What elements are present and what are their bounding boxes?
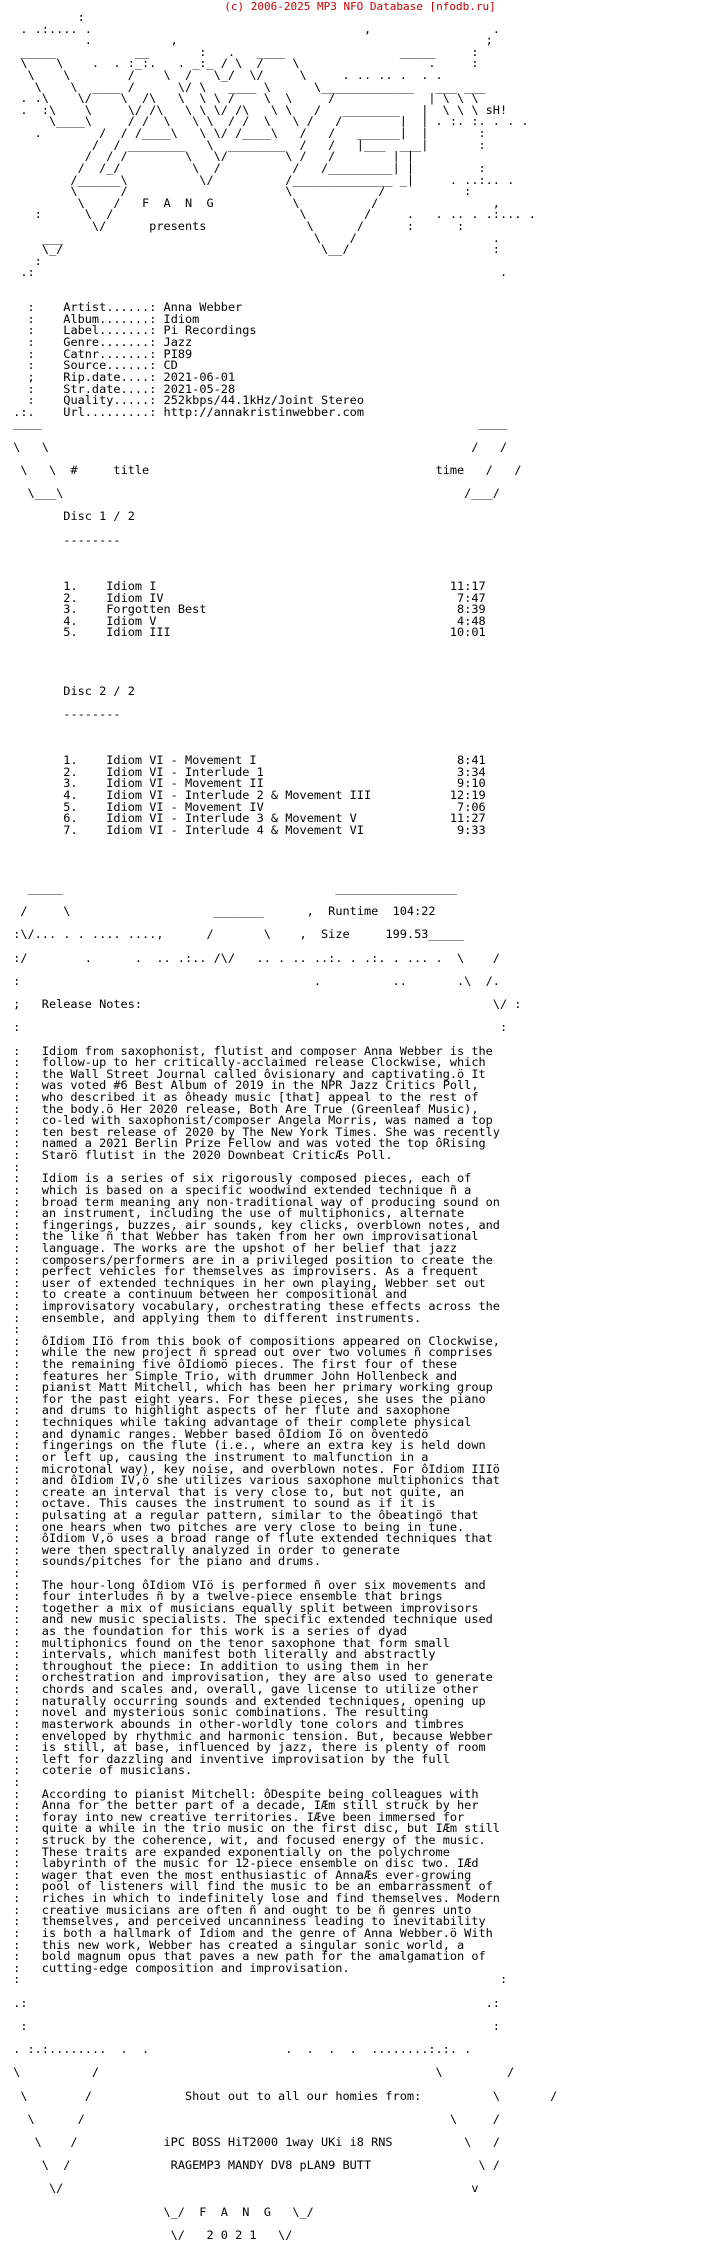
track-number: 4. [63,788,78,803]
release-field-dots: .... [120,369,150,384]
ascii-art-text: . .\ \/ \ /\ \ \ \ / \ \ / | \ \ \ [6,91,479,106]
notes-text: fingerings, buzzes, air sounds, key clicks, overblown notes, and [41,1217,500,1232]
notes-line: : to create a continuum between her compositional and [6,1287,407,1302]
notes-text: named a 2021 Berlin Prize Fellow and was voted the top ôRising [41,1136,486,1151]
notes-text: and ôIdiom IV,ö she utilizes various saxophone multiphonics that [41,1473,500,1488]
notes-text: user of extended techniques in her own playing, Webber set out [41,1275,486,1290]
notes-text: naturally occurring sounds and extended techniques, opening up [41,1693,486,1708]
signature-year: 2 0 2 1 [206,2227,257,2242]
ascii-art-text: \ / F A N G \ / , [6,195,500,210]
track-time: 9:33 [457,822,486,837]
notes-line: : perfect vehicles for themselves as improvisers. As a frequent [6,1264,479,1279]
release-notes-body: : Idiom from saxophonist, flutist and composer Anna Webber is the : follow-up to her critically-acclaimed release Clockwise, which : the Wall Street Journal called ôvisionary and captivating.ö It : was voted #6 Best Album of 2019 in the NPR Jazz Critics Poll, : who described it as ôheady music [that] appeal to the rest of : the body.ö Her 2020 release, Both Are True (Greenleaf Music), : co-led with saxophonist/composer Angela Morris, was named a top : ten best release of 2020 by The New York Times. She was recently : named a 2021 Berlin Prize Fellow and was voted the top ôRising : Starö flutist in the 2020 Downbeat CriticÆs Poll. : : Idiom is a series of six rigorously composed pieces, each of : which is based on a specific woodwind extended technique ñ a : broad term meaning any non-traditional way of producing sound on : an instrument, including the use of multiphonics, alternate : fingerings, buzzes, air sounds, key clicks, overblown notes, and : the like ñ that Webber has taken from her own improvisational : language. The works are the upshot of her belief that jazz : composers/performers are in a privileged position to create the : perfect vehicles for themselves as improvisers. As a frequent : user of extended techniques in her own playing, Webber set out : to create a continuum between her compositional and : improvisatory vocabulary, orchestrating these effects across the : ensemble, and applying them to different instruments. : : ôIdiom IIö from this book of compositions appeared on Clockwise, : while the new project ñ spread out over two volumes ñ comprises : the remaining five ôIdiomö pieces. The first four of these : features her Simple Trio, with drummer John Hollenbeck and : pianist Matt Mitchell, which has been her primary working group : for the past eight years. For these pieces, she uses the piano : and drums to highlight aspects of her flute and saxophone : techniques while taking advantage of their complete physical : and dynamic ranges. Webber based ôIdiom Iö on ôventedö : fingerings on the flute (i.e., where an extra key is held down : or left up, causing the instrument to malfunction in a : microtonal way), key noise, and overblown notes. For ôIdiom IIIö : and ôIdiom IV,ö she utilizes various saxophone multiphonics that : create an interval that is very close to, but not quite, an : octave. This causes the instrument to sound as if it is : pulsating at a regular pattern, similar to the ôbeatingö that : one hears when two pitches are very close to being in tune. : ôIdiom V,ö uses a broad range of flute extended techniques that : were then spectrally analyzed in order to generate : sounds/pitches for the piano and drums. : : The hour-long ôIdiom VIö is performed ñ over six movements and : four interludes ñ by a twelve-piece ensemble that brings : together a mix of musicians equally split between improvisors : and new music specialists. The specific extended technique used : as the foundation for this work is a series of dyad : multiphonics found on the tenor saxophone that form small : intervals, which manifest both literally and abstractly : throughout the piece: In addition to using them in her : orchestration and improvisation, they are also used to generate : chords and scales and, overall, gave license to utilize other : naturally occurring sounds and extended techniques, opening up : novel and mysterious sonic combinations. The resulting : masterwork abounds in other-worldly tone colors and timbres : enveloped by rhythmic and harmonic tension. But, because Webber : is still, at base, influenced by jazz, there is plenty of room : left for dazzling and inventive improvisation by the full : coterie of musicians. : : According to pianist Mitchell: ôDespite being colleagues with : Anna for the better part of a decade, IÆm still struck by her : foray into new creative territories. IÆve been immersed for : quite a while in the trio music on the first disc, but IÆm still : struck by the coherence, wit, and focused energy of the music. : These traits are expanded exponentially on the polychrome : labyrinth of the music for 12-piece ensemble on disc two. IÆd : wager that even the most enthusiastic of AnnaÆs ever-growing : pool of listeners will find the music to be an embarrassment of : riches in which to indefinitely lose and find themselves. Modern : creative musicians are often ñ and ought to be ñ genres unto : themselves, and perceived uncanniness leading to inevitability : is both a hallmark of Idiom and the genre of Anna Webber.ö With : this new work, Webber has created a singular sonic world, a : bold magnum opus that paves a new path for the amalgamation of : cutting-edge composition and improvisation. [6,1046,557,1975]
track-number: 4. [63,613,78,628]
notes-text: coterie of musicians. [41,1763,193,1778]
ascii-art-text: ___ \ / . [6,230,500,245]
notes-line: : as the foundation for this work is a series of dyad [6,1624,407,1639]
notes-text: throughout the piece: In addition to using them in her [41,1658,429,1673]
notes-text: sounds/pitches for the piano and drums. [41,1554,321,1569]
disc-1-underline: -------- [63,532,121,547]
notes-text: one hears when two pitches are very close to being in tune. [41,1519,465,1534]
notes-line: : The hour-long ôIdiom VIö is performed ñ over six movements and [6,1577,486,1592]
notes-text: enveloped by rhythmic and harmonic tension. But, because Webber [41,1728,493,1743]
track-number: 5. [63,625,78,640]
notes-text: fingerings on the flute (i.e., where an extra key is held down [41,1438,486,1453]
track-number: 7. [63,822,78,837]
disc-1-tracklist [6,578,557,640]
ascii-art-text: \ \ ____ / \/ \ ____ \ \_____________ ___ ___ [6,79,486,94]
release-field-value: 2021-06-01 [163,369,236,384]
track-title: Forgotten Best [106,602,207,617]
disc-2-heading: Disc 2 / 2 [63,683,135,698]
notes-line: : one hears when two pitches are very close to being in tune. [6,1519,465,1534]
notes-line: : multiphonics found on the tenor saxophone that form small [6,1635,450,1650]
release-field-label: Genre [63,335,100,350]
release-field-row: : Catnr.......: PI89 [6,346,193,361]
notes-line: : techniques while taking advantage of their complete physical [6,1415,472,1430]
groups-line-1: iPC BOSS HiT2000 1way UKi i8 RNS [163,2134,393,2149]
track-number: 1. [63,753,78,768]
release-field-row: : Label.......: Pi Recordings [6,323,257,338]
notes-text: multiphonics found on the tenor saxophone that form small [41,1635,450,1650]
notes-text: quite a while in the trio music on the first disc, but IÆm still [41,1821,500,1836]
notes-line: : masterwork abounds in other-worldly tone colors and timbres [6,1716,465,1731]
notes-text: the body.ö Her 2020 release, Both Are True (Greenleaf Music), [41,1101,479,1116]
notes-line: : the body.ö Her 2020 release, Both Are True (Greenleaf Music), [6,1101,479,1116]
notes-text: or left up, causing the instrument to malfunction in a [41,1449,429,1464]
notes-line: : fingerings on the flute (i.e., where an extra key is held down [6,1438,486,1453]
release-field-dots: ....... [99,311,150,326]
shout-out-line: Shout out to all our homies from: [184,2088,422,2103]
release-field-value: Idiom [163,311,200,326]
release-field-row: : Genre.......: Jazz [6,335,193,350]
notes-text: create an interval that is very close to, but not quite, an [41,1484,465,1499]
notes-text: this new work, Webber has created a singular sonic world, a [41,1937,465,1952]
notes-line: : fingerings, buzzes, air sounds, key clicks, overblown notes, and [6,1217,500,1232]
notes-line: : four interludes ñ by a twelve-piece ensemble that brings [6,1589,443,1604]
release-field-label: Label [63,323,100,338]
track-time: 8:39 [457,602,486,617]
notes-line: : Starö flutist in the 2020 Downbeat CriticÆs Poll. [6,1148,393,1163]
notes-text: an instrument, including the use of multiphonics, alternate [41,1206,465,1221]
notes-text: Idiom is a series of six rigorously composed pieces, each of [41,1171,472,1186]
track-number: 2. [63,764,78,779]
notes-line: : ôIdiom IIö from this book of compositions appeared on Clockwise, [6,1333,500,1348]
release-field-label: Quality [63,393,114,408]
ascii-art-text: . , ; [6,33,493,48]
release-field-row: ; Rip.date....: 2021-06-01 [6,369,236,384]
track-number: 2. [63,590,78,605]
notes-line: : bold magnum opus that paves a new path for the amalgamation of [6,1949,486,1964]
track-time: 12:19 [449,788,486,803]
notes-line: : or left up, causing the instrument to malfunction in a [6,1449,429,1464]
notes-text: chords and scales and, overall, gave license to utilize other [41,1682,479,1697]
notes-text: while the new project ñ spread out over two volumes ñ comprises [41,1345,493,1360]
release-field-value: http://annakristinwebber.com [163,404,364,419]
notes-text: riches in which to indefinitely lose and find themselves. Modern [41,1891,500,1906]
title-label: title [113,462,150,477]
notes-line: : who described it as ôheady music [that] appeal to the rest of [6,1090,479,1105]
notes-text: to create a continuum between her compositional and [41,1287,407,1302]
release-field-row: : Artist......: Anna Webber [6,300,243,315]
release-field-label: Album [63,311,100,326]
release-field-value: Jazz [163,335,193,350]
size-label: Size [321,927,350,942]
notes-line: : together a mix of musicians equally split between improvisors [6,1600,479,1615]
release-field-row: : Album.......: Idiom [6,311,200,326]
notes-line: : an instrument, including the use of multiphonics, alternate [6,1206,465,1221]
notes-text: broad term meaning any non-traditional way of producing sound on [41,1194,500,1209]
track-number: 1. [63,578,78,593]
notes-text: ôIdiom IIö from this book of compositions appeared on Clockwise, [41,1333,500,1348]
ascii-art-text: : \ / \ / . . .. . .:... . [6,207,536,222]
release-field-label: Url [63,404,85,419]
track-title: Idiom VI - Interlude 2 & Movement III [106,788,372,803]
track-title: Idiom IV [106,590,164,605]
notes-line: : coterie of musicians. [6,1763,193,1778]
notes-text: left for dazzling and inventive improvisation by the full [41,1751,450,1766]
notes-text: ôIdiom V,ö uses a broad range of flute extended techniques that [41,1531,493,1546]
notes-text: perfect vehicles for themselves as improvisers. As a frequent [41,1264,479,1279]
groups-line-2: RAGEMP3 MANDY DV8 pLAN9 BUTT [170,2158,372,2173]
notes-line: : Idiom is a series of six rigorously composed pieces, each of [6,1171,472,1186]
notes-line: : this new work, Webber has created a singular sonic world, a [6,1937,465,1952]
notes-line: : microtonal way), key noise, and overblown notes. For ôIdiom IIIö [6,1461,500,1476]
notes-text: as the foundation for this work is a series of dyad [41,1624,407,1639]
notes-text: masterwork abounds in other-worldly tone colors and timbres [41,1716,465,1731]
ascii-art-text: . / / /____\ \ \/ /____\ / / ______| | : [6,126,486,141]
notes-line: : language. The works are the upshot of her belief that jazz [6,1240,458,1255]
track-number: 3. [63,776,78,791]
notes-line: : the like ñ that Webber has taken from her own improvisational [6,1229,479,1244]
notes-line: : the remaining five ôIdiomö pieces. The first four of these [6,1357,458,1372]
notes-line: : According to pianist Mitchell: ôDespite being colleagues with [6,1786,479,1801]
notes-line: : improvisatory vocabulary, orchestrating these effects across the [6,1298,500,1313]
notes-line: : pool of listeners will find the music to be an embarrassment of [6,1879,493,1894]
disc-2-underline: -------- [63,706,121,721]
track-time: 9:10 [457,776,486,791]
notes-text: octave. This causes the instrument to sound as if it is [41,1496,436,1511]
notes-text: creative musicians are often ñ and ought to be ñ genres unto [41,1902,472,1917]
notes-text: microtonal way), key noise, and overblown notes. For ôIdiom IIIö [41,1461,500,1476]
track-title: Idiom VI - Movement II [106,776,264,791]
release-notes-heading: Release Notes: [41,997,143,1012]
track-title: Idiom VI - Interlude 1 [106,764,264,779]
track-number: 6. [63,811,78,826]
notes-line: : sounds/pitches for the piano and drums. [6,1554,321,1569]
notes-line: : and dynamic ranges. Webber based ôIdiom Iö on ôventedö [6,1426,429,1441]
ascii-art-text: \_/ \__/ : [6,242,500,257]
notes-line: : wager that even the most enthusiastic of AnnaÆs ever-growing [6,1867,472,1882]
track-title: Idiom V [106,613,157,628]
notes-text: Starö flutist in the 2020 Downbeat CriticÆs Poll. [41,1148,393,1163]
track-row [6,822,557,837]
track-time: 11:27 [449,811,486,826]
runtime-label: Runtime [328,904,379,919]
track-time: 3:34 [457,764,486,779]
ascii-art-text: \ \ . . :_:. . _:_ / \ / \ . : [6,56,479,71]
notes-line: : riches in which to indefinitely lose and find themselves. Modern [6,1891,500,1906]
notes-line: : ten best release of 2020 by The New York Times. She was recently [6,1124,500,1139]
notes-line: : quite a while in the trio music on the first disc, but IÆm still [6,1821,500,1836]
notes-text: According to pianist Mitchell: ôDespite being colleagues with [41,1786,479,1801]
notes-text: were then spectrally analyzed in order to generate [41,1542,400,1557]
notes-line: : ôIdiom V,ö uses a broad range of flute extended techniques that [6,1531,493,1546]
release-field-value: 2021-05-28 [163,381,236,396]
runtime-value: 104:22 [392,904,436,919]
notes-text: features her Simple Trio, with drummer John Hollenbeck and [41,1368,458,1383]
track-time: 11:17 [449,578,486,593]
notes-text: is still, at base, influenced by jazz, there is plenty of room [41,1740,486,1755]
ascii-art-text: : [6,253,42,268]
tracklist-header: \ \ # title time / / [6,462,522,477]
release-field-dots: ...... [106,358,150,373]
release-field-dots: ..... [113,393,150,408]
track-time: 4:48 [457,613,486,628]
ascii-art-line [6,244,557,256]
notes-text: the like ñ that Webber has taken from her own improvisational [41,1229,479,1244]
notes-text: follow-up to her critically-acclaimed release Clockwise, which [41,1055,486,1070]
notes-text: techniques while taking advantage of their complete physical [41,1415,472,1430]
notes-text: Idiom from saxophonist, flutist and composer Anna Webber is the [41,1043,493,1058]
ascii-art-text: / /_/ \ / / /_________| | : [6,160,486,175]
track-number: 3. [63,602,78,617]
notes-text: who described it as ôheady music [that] appeal to the rest of [41,1090,479,1105]
notes-text: is both a hallmark of Idiom and the genre of Anna Webber.ö With [41,1925,493,1940]
notes-text: The hour-long ôIdiom VIö is performed ñ over six movements and [41,1577,486,1592]
notes-line: : is still, at base, influenced by jazz, there is plenty of room [6,1740,486,1755]
notes-text: pianist Matt Mitchell, which has been her primary working group [41,1380,493,1395]
size-value: 199.53 [385,927,429,942]
notes-text: These traits are expanded exponentially on the polychrome [41,1844,450,1859]
notes-line: : themselves, and perceived uncanniness leading to inevitability [6,1914,486,1929]
notes-line: : composers/performers are in a privileged position to create the [6,1252,493,1267]
notes-line: : octave. This causes the instrument to sound as if it is [6,1496,436,1511]
notes-line: : create an interval that is very close to, but not quite, an [6,1484,465,1499]
notes-line: : features her Simple Trio, with drummer John Hollenbeck and [6,1368,458,1383]
nfo-document: : . .:.... . , . . , ; _____ __ : . ____ _____ : \ \ . . :_:. . _:_ / \ / \ . : \ \ / \ / \_/ \/ \ . .. .. . . . \ \ ____ / \/ \ ____ \ \_____________ ___ ___ . .\ \/ \ /\ \ \ \ / \ \ / | \ \ \ . :\ \ \/ /\ \ \ \/ /\ \ \ / ________ | \ \ \ sH! \____\ / / \ \ \ / / \ \ / / | | . :. :. . . . . / / /____\ \ \/ /____\ / / ______| | : / / ________ \ ________ / / |___ ___| : / / / \ \/ \ / / | | / /_/ \ / / /_________| | : /______\ \/ /______________ _| . ..:.. . \ / \ / : \ / F A N G \ / , : \ / \ / . . .. . .:... . \/ presents \ / : : ___ \ / . \_/ \__/ : : .: . : Artist......: Anna Webber : Album.......: Idiom : Label.......: Pi Recordings : Genre.......: Jazz : Catnr.......: PI89 : Source......: CD ; Rip.date....: 2021-06-01 : Str.date....: 2021-05-28 : Quality.....: 252kbps/44.1kHz/Joint Stereo .:. Url.........: http://annakristinwebber.com ____ ____ \ \ / / \ \ # title time / / \___\ /___/ Disc 1 / 2 -------- 1. Idiom I 11:17 2. Idiom IV 7:47 3. Forgotten Best 8:39 4. Idiom V 4:48 5. Idiom III 10:01 Disc 2 / 2 -------- 1. Idiom VI - Movement I 8:41 2. Idiom VI - Interlude 1 3:34 3. Idiom VI - Movement II 9:10 4. Idiom VI - Interlude 2 & Movement III 12:19 5. Idiom VI - Movement IV 7:06 6. Idiom VI - Interlude 3 & Movement V 11:27 7. Idiom VI - Interlude 4 & Movement VI 9:33 _____ _________________ / \ _______ , Runtime 104:22 :\/... . . .... ...., / \ , Size 199.53_____ :/ . . .. .:.. /\/ .. . .. ..:. . .:. . ... . \ / : . .. .\ /. ; Release Notes: \/ : : : : Idiom from saxophonist, flutist and composer Anna Webber is the : follow-up to her critically-acclaimed release Clockwise, which : the Wall Street Journal called ôvisionary and captivating.ö It : was voted #6 Best Album of 2019 in the NPR Jazz Critics Poll, : who described it as ôheady music [that] appeal to the rest of : the body.ö Her 2020 release, Both Are True (Greenleaf Music), : co-led with saxophonist/composer Angela Morris, was named a top : ten best release of 2020 by The New York Times. She was recently : named a 2021 Berlin Prize Fellow and was voted the top ôRising : Starö flutist in the 2020 Downbeat CriticÆs Poll. : : Idiom is a series of six rigorously composed pieces, each of : which is based on a specific woodwind extended technique ñ a : broad term meaning any non-traditional way of producing sound on : an instrument, including the use of multiphonics, alternate : fingerings, buzzes, air sounds, key clicks, overblown notes, and : the like ñ that Webber has taken from her own improvisational : language. The works are the upshot of her belief that jazz : composers/performers are in a privileged position to create the : perfect vehicles for themselves as improvisers. As a frequent : user of extended techniques in her own playing, Webber set out : to create a continuum between her compositional and : improvisatory vocabulary, orchestrating these effects across the : ensemble, and applying them to different instruments. : : ôIdiom IIö from this book of compositions appeared on Clockwise, : while the new project ñ spread out over two volumes ñ comprises : the remaining five ôIdiomö pieces. The first four of these : features her Simple Trio, with drummer John Hollenbeck and : pianist Matt Mitchell, which has been her primary working group : for the past eight years. For these pieces, she uses the piano : and drums to highlight aspects of her flute and saxophone : techniques while taking advantage of their complete physical : and dynamic ranges. Webber based ôIdiom Iö on ôventedö : fingerings on the flute (i.e., where an extra key is held down : or left up, causing the instrument to malfunction in a : microtonal way), key noise, and overblown notes. For ôIdiom IIIö : and ôIdiom IV,ö she utilizes various saxophone multiphonics that : create an interval that is very close to, but not quite, an : octave. This causes the instrument to sound as if it is : pulsating at a regular pattern, similar to the ôbeatingö that : one hears when two pitches are very close to being in tune. : ôIdiom V,ö uses a broad range of flute extended techniques that : were then spectrally analyzed in order to generate : sounds/pitches for the piano and drums. : : The hour-long ôIdiom VIö is performed ñ over six movements and : four interludes ñ by a twelve-piece ensemble that brings : together a mix of musicians equally split between improvisors : and new music specialists. The specific extended technique used : as the foundation for this work is a series of dyad : multiphonics found on the tenor saxophone that form small : intervals, which manifest both literally and abstractly : throughout the piece: In addition to using them in her : orchestration and improvisation, they are also used to generate : chords and scales and, overall, gave license to utilize other : naturally occurring sounds and extended techniques, opening up : novel and mysterious sonic combinations. The resulting : masterwork abounds in other-worldly tone colors and timbres : enveloped by rhythmic and harmonic tension. But, because Webber : is still, at base, influenced by jazz, there is plenty of room : left for dazzling and inventive improvisation by the full : coterie of musicians. : : According to pianist Mitchell: ôDespite being colleagues with : Anna for the better part of a decade, IÆm still struck by her : foray into new creative territories. IÆve been immersed for : quite a while in the trio music on the first disc, but IÆm still : struck by the coherence, wit, and focused energy of the music. : These traits are expanded exponentially on the polychrome : labyrinth of the music for 12-piece ensemble on disc two. IÆd : wager that even the most enthusiastic of AnnaÆs ever-growing : pool of listeners will find the music to be an embarrassment of : riches in which to indefinitely lose and find themselves. Modern : creative musicians are often ñ and ought to be ñ genres unto : themselves, and perceived uncanniness leading to inevitability : is both a hallmark of Idiom and the genre of Anna Webber.ö With : this new work, Webber has created a singular sonic world, a : bold magnum opus that paves a new path for the amalgamation of : cutting-edge composition and improvisation. : : .: .: : : . :.:........ . . . . . . ........:.:. . \ / \ / \ / Shout out to all our homies from: \ / \ / \ / \ / iPC BOSS HiT2000 1way UKi i8 RNS \ / \ / RAGEMP3 MANDY DV8 pLAN9 BUTT \ / \/ v \_/ F A N G \_/ \/ 2 0 2 1 \/ [6,10,558,2242]
notes-line: : struck by the coherence, wit, and focused energy of the music. [6,1833,486,1848]
notes-text: for the past eight years. For these pieces, she uses the piano [41,1391,486,1406]
release-field-dots: .... [120,381,150,396]
notes-text: four interludes ñ by a twelve-piece ensemble that brings [41,1589,443,1604]
notes-text: orchestration and improvisation, they are also used to generate [41,1670,493,1685]
track-title: Idiom VI - Movement IV [106,799,264,814]
notes-line: : cutting-edge composition and improvisation. [6,1960,350,1975]
notes-line: : throughout the piece: In addition to using them in her [6,1658,429,1673]
notes-line: : which is based on a specific woodwind extended technique ñ a [6,1182,472,1197]
notes-text: and new music specialists. The specific extended technique used [41,1612,493,1627]
ascii-art-text: . .:.... . , . [6,21,500,36]
notes-text: and drums to highlight aspects of her flute and saxophone [41,1403,450,1418]
release-field-label: Source [63,358,107,373]
track-time: 10:01 [449,625,486,640]
notes-text: foray into new creative territories. IÆve been immersed for [41,1809,465,1824]
notes-line: : naturally occurring sounds and extended techniques, opening up [6,1693,486,1708]
ascii-art-logo [6,12,557,279]
notes-text: labyrinth of the music for 12-piece ensemble on disc two. IÆd [41,1856,479,1871]
notes-line: : for the past eight years. For these pieces, she uses the piano [6,1391,486,1406]
ascii-art-text: \ / \ / : [6,184,472,199]
ascii-art-text: /______\ \/ /______________ _| . ..:.. . [6,172,515,187]
notes-line: : labyrinth of the music for 12-piece ensemble on disc two. IÆd [6,1856,479,1871]
notes-text: wager that even the most enthusiastic of AnnaÆs ever-growing [41,1867,472,1882]
disc-2-tracklist [6,755,557,836]
release-info [6,302,557,418]
notes-line: : left for dazzling and inventive improvisation by the full [6,1751,450,1766]
notes-line: : broad term meaning any non-traditional way of producing sound on [6,1194,500,1209]
release-field-value: CD [163,358,178,373]
notes-text: together a mix of musicians equally split between improvisors [41,1600,479,1615]
track-title: Idiom III [106,625,171,640]
notes-line: : chords and scales and, overall, gave license to utilize other [6,1682,479,1697]
notes-line: : user of extended techniques in her own playing, Webber set out [6,1275,486,1290]
notes-line: : novel and mysterious sonic combinations. The resulting [6,1705,429,1720]
release-field-row: .:. Url.........: http://annakristinwebber.com [6,404,364,419]
notes-line: : pulsating at a regular pattern, similar to the ôbeatingö that [6,1507,479,1522]
notes-line: : follow-up to her critically-acclaimed release Clockwise, which [6,1055,486,1070]
release-field-value: 252kbps/44.1kHz/Joint Stereo [163,393,364,408]
notes-line: : foray into new creative territories. IÆve been immersed for [6,1809,465,1824]
notes-line: : the Wall Street Journal called ôvisionary and captivating.ö It [6,1066,486,1081]
notes-text: ensemble, and applying them to different instruments. [41,1310,422,1325]
ascii-art-text: : [6,10,85,24]
notes-text: pool of listeners will find the music to be an embarrassment of [41,1879,493,1894]
ascii-art-text: \/ presents \ / : : [6,218,465,233]
ascii-art-text: \____\ / / \ \ \ / / \ \ / / | | . :. :. . . . [6,114,529,129]
notes-line: : Anna for the better part of a decade, IÆm still struck by her [6,1798,479,1813]
track-row [6,627,557,639]
track-time: 7:06 [457,799,486,814]
notes-text: novel and mysterious sonic combinations. The resulting [41,1705,429,1720]
release-field-value: PI89 [163,346,193,361]
release-field-value: Anna Webber [163,300,243,315]
track-number: 5. [63,799,78,814]
track-title: Idiom VI - Interlude 3 & Movement V [106,811,357,826]
notes-line: : Idiom from saxophonist, flutist and composer Anna Webber is the [6,1043,493,1058]
notes-text: struck by the coherence, wit, and focused energy of the music. [41,1833,486,1848]
release-field-dots: ....... [99,346,150,361]
signature-name: F A N G [199,2204,271,2219]
release-field-label: Artist [63,300,107,315]
track-time: 7:47 [457,590,486,605]
release-field-label: Str.date [63,381,121,396]
ascii-art-text: \ \ / \ / \_/ \/ \ . .. .. . . . [6,68,443,83]
track-title: Idiom I [106,578,157,593]
notes-text: improvisatory vocabulary, orchestrating these effects across the [41,1298,500,1313]
notes-text: Anna for the better part of a decade, IÆm still struck by her [41,1798,479,1813]
release-field-label: Rip.date [63,369,121,384]
notes-line: : creative musicians are often ñ and ought to be ñ genres unto [6,1902,472,1917]
notes-text: bold magnum opus that paves a new path for the amalgamation of [41,1949,486,1964]
release-field-dots: ......... [84,404,150,419]
release-field-label: Catnr [63,346,100,361]
disc-1-heading: Disc 1 / 2 [63,509,135,524]
notes-text: pulsating at a regular pattern, similar to the ôbeatingö that [41,1507,479,1522]
ascii-art-line [6,267,557,279]
notes-line: : while the new project ñ spread out over two volumes ñ comprises [6,1345,493,1360]
notes-text: ten best release of 2020 by The New York Times. She was recently [41,1124,500,1139]
notes-text: themselves, and perceived uncanniness leading to inevitability [41,1914,486,1929]
notes-text: composers/performers are in a privileged position to create the [41,1252,493,1267]
notes-text: the remaining five ôIdiomö pieces. The first four of these [41,1357,458,1372]
notes-line: : and drums to highlight aspects of her flute and saxophone [6,1403,450,1418]
release-field-value: Pi Recordings [163,323,257,338]
release-field-row: : Quality.....: 252kbps/44.1kHz/Joint Stereo [6,393,364,408]
notes-line: : co-led with saxophonist/composer Angela Morris, was named a top [6,1113,493,1128]
notes-line: : pianist Matt Mitchell, which has been her primary working group [6,1380,493,1395]
notes-line: : ensemble, and applying them to different instruments. [6,1310,422,1325]
notes-text: language. The works are the upshot of her belief that jazz [41,1240,458,1255]
release-field-dots: ....... [99,335,150,350]
notes-line: : These traits are expanded exponentially on the polychrome [6,1844,450,1859]
notes-text: cutting-edge composition and improvisation. [41,1960,350,1975]
notes-text: co-led with saxophonist/composer Angela Morris, was named a top [41,1113,493,1128]
notes-text: intervals, which manifest both literally and abstractly [41,1647,436,1662]
notes-line: : is both a hallmark of Idiom and the genre of Anna Webber.ö With [6,1925,493,1940]
ascii-art-text: . :\ \ \/ /\ \ \ \/ /\ \ \ / ________ | \ \ \ sH! [6,102,508,117]
ascii-art-text: / / / \ \/ \ / / | | [6,149,415,164]
release-field-dots: ...... [106,300,150,315]
release-field-dots: ....... [99,323,150,338]
track-time: 8:41 [457,753,486,768]
notes-line: : intervals, which manifest both literally and abstractly [6,1647,436,1662]
track-title: Idiom VI - Interlude 4 & Movement VI [106,822,364,837]
notes-line: : enveloped by rhythmic and harmonic tension. But, because Webber [6,1728,493,1743]
ascii-art-text: / / ________ \ ________ / / |___ ___| : [6,137,486,152]
track-title: Idiom VI - Movement I [106,753,257,768]
notes-line: : named a 2021 Berlin Prize Fellow and was voted the top ôRising [6,1136,486,1151]
time-label: time [435,462,465,477]
runtime-line: / \ _______ , Runtime 104:22 [6,904,436,919]
size-line: :\/... . . .... ...., / \ , Size 199.53_____ [6,927,465,942]
ascii-art-text: _____ __ : . ____ _____ : [6,44,479,59]
hash-label: # [70,462,78,477]
notes-line: : and ôIdiom IV,ö she utilizes various saxophone multiphonics that [6,1473,500,1488]
notes-text: which is based on a specific woodwind extended technique ñ a [41,1182,472,1197]
site-header-link[interactable]: (c) 2006-2025 MP3 NFO Database [nfodb.ru] [224,0,496,13]
notes-text: was voted #6 Best Album of 2019 in the NPR Jazz Critics Poll, [41,1078,479,1093]
release-field-row: : Str.date....: 2021-05-28 [6,381,236,396]
notes-text: the Wall Street Journal called ôvisionary and captivating.ö It [41,1066,486,1081]
notes-line: : orchestration and improvisation, they are also used to generate [6,1670,493,1685]
notes-line: : were then spectrally analyzed in order to generate [6,1542,400,1557]
notes-text: and dynamic ranges. Webber based ôIdiom Iö on ôventedö [41,1426,429,1441]
notes-line: : and new music specialists. The specific extended technique used [6,1612,493,1627]
release-field-row: : Source......: CD [6,358,178,373]
notes-line: : was voted #6 Best Album of 2019 in the NPR Jazz Critics Poll, [6,1078,479,1093]
ascii-art-text: .: . [6,265,508,280]
